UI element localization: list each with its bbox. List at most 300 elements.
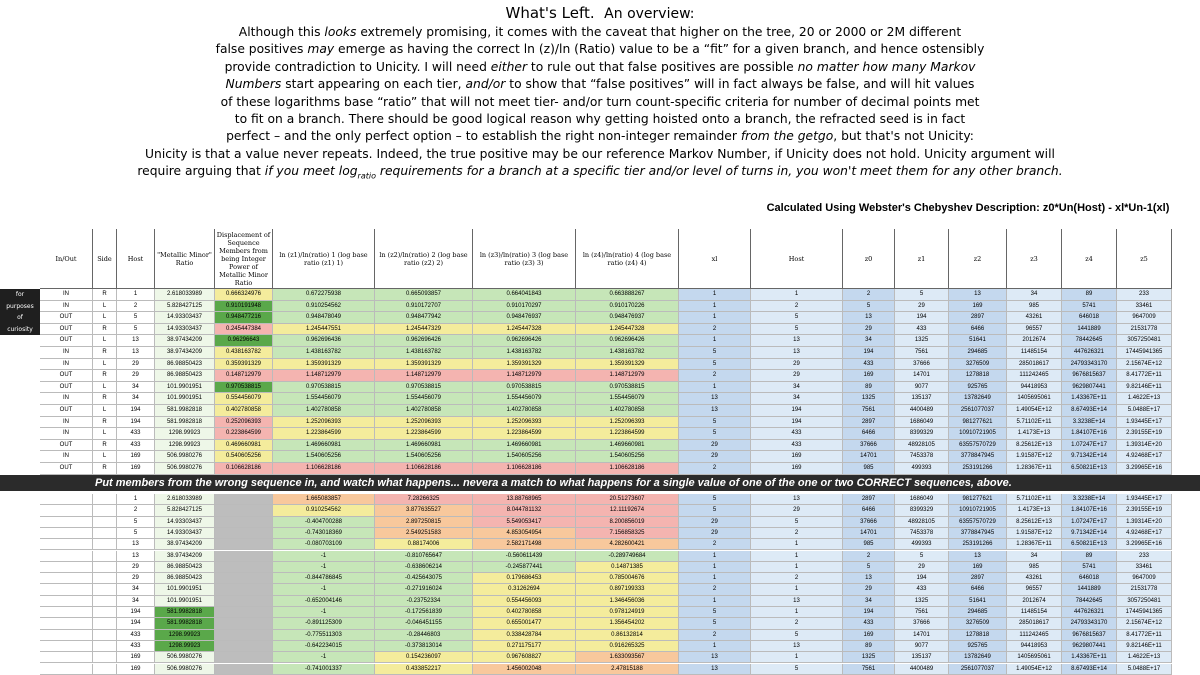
table-cell: 1.540605256	[273, 451, 375, 463]
table-cell: 433	[895, 324, 949, 336]
table-cell: 5.71102E+11	[1007, 494, 1062, 505]
table-cell: -0.046451155	[375, 618, 473, 629]
table-cell: 34	[843, 335, 895, 347]
table-cell: 1.91587E+12	[1007, 451, 1062, 463]
table-cell: 13	[117, 347, 155, 359]
table-cell: 0.910254562	[273, 505, 375, 516]
table-cell: 1.633093567	[576, 652, 679, 663]
table-cell: 14.93303437	[155, 312, 215, 324]
table-cell: 1.252096393	[473, 417, 576, 429]
table-cell: 1298.99923	[155, 641, 215, 652]
table-cell: 12.11192674	[576, 505, 679, 516]
table-row	[0, 382, 1200, 394]
table-cell: 10910721905	[949, 505, 1007, 516]
table-cell	[40, 505, 93, 516]
table-cell: IN	[40, 301, 93, 313]
table-cell	[215, 517, 273, 528]
table-cell: 14.93303437	[155, 324, 215, 336]
table-cell: 1441889	[1062, 584, 1117, 595]
table-cell: 0.655001477	[473, 618, 576, 629]
table-cell: 13	[843, 312, 895, 324]
table-row	[0, 562, 1200, 573]
table-cell: 0.433852217	[375, 664, 473, 675]
table-row	[0, 463, 1200, 475]
table-cell: 194	[751, 405, 843, 417]
table-cell	[40, 517, 93, 528]
table-cell: 1.438163782	[273, 347, 375, 359]
table-cell: 0.402780858	[473, 607, 576, 618]
paragraph-segment: false positives	[215, 42, 308, 57]
table-cell: L	[93, 405, 117, 417]
table-cell: 1.402780858	[576, 405, 679, 417]
table-cell: 1.91587E+12	[1007, 528, 1062, 539]
table-cell: 3057250481	[1117, 596, 1172, 607]
table-cell: 29	[679, 451, 751, 463]
table-cell	[93, 505, 117, 516]
table-cell: -0.844786845	[273, 573, 375, 584]
table-cell: 1.359391329	[273, 359, 375, 371]
table-cell: 135137	[895, 393, 949, 405]
table-cell: 37666	[895, 618, 949, 629]
table-cell: 5	[843, 562, 895, 573]
table-cell: 1.148712979	[273, 370, 375, 382]
table-cell: 5	[117, 312, 155, 324]
table-cell: 169	[751, 451, 843, 463]
table-cell: 29	[751, 505, 843, 516]
table-cell: 5.549053417	[473, 517, 576, 528]
table-cell: -0.245877441	[473, 562, 576, 573]
table-cell: 7453378	[895, 451, 949, 463]
table-cell: 21531778	[1117, 324, 1172, 336]
header-cell: z0	[843, 229, 895, 289]
table-cell: 985	[1007, 301, 1062, 313]
table-cell: 34	[843, 596, 895, 607]
paragraph-segment: to fit on a branch. There should be good logical reason why getting hoisted onto a branch, the refracted seed is in fact	[234, 112, 966, 127]
table-cell: 1	[679, 382, 751, 394]
table-cell: 13	[751, 641, 843, 652]
table-cell: 3778847945	[949, 451, 1007, 463]
header-cell: Host	[751, 229, 843, 289]
table-cell	[93, 607, 117, 618]
table-cell: 24793343170	[1062, 618, 1117, 629]
table-cell: 1.402780858	[473, 405, 576, 417]
table-cell: 0.469660981	[215, 440, 273, 452]
table-cell: 13	[117, 551, 155, 562]
table-cell: 285018617	[1007, 618, 1062, 629]
table-cell: 433	[895, 584, 949, 595]
table-cell: 43261	[1007, 573, 1062, 584]
header-cell: z5	[1117, 229, 1172, 289]
table-cell: -0.810765647	[375, 551, 473, 562]
table-cell: 0.970538815	[273, 382, 375, 394]
calculation-title: Calculated Using Webster's Chebyshev Description: z0*Un(Host) - xl*Un-1(xl)	[766, 202, 1170, 214]
table-cell: 2.618033989	[155, 289, 215, 301]
table-cell: 34	[117, 382, 155, 394]
table-cell: 1298.99923	[155, 440, 215, 452]
table-cell: 1.252096393	[273, 417, 375, 429]
table-cell: 78442645	[1062, 335, 1117, 347]
table-cell: 0.96296643	[215, 335, 273, 347]
table-cell: 1.456002048	[473, 664, 576, 675]
table-cell: 5	[843, 301, 895, 313]
table-cell: 1.554456079	[375, 393, 473, 405]
table-cell: 2897	[949, 573, 1007, 584]
table-cell: R	[93, 289, 117, 301]
curiosity-side-panel	[0, 289, 40, 335]
table-cell: 1278818	[949, 630, 1007, 641]
table-cell: 51641	[949, 335, 1007, 347]
table-cell: 1686049	[895, 494, 949, 505]
table-cell: 1.49054E+12	[1007, 405, 1062, 417]
table-cell: 9647009	[1117, 573, 1172, 584]
table-cell: 5741	[1062, 301, 1117, 313]
table-cell: 2.39155E+19	[1117, 428, 1172, 440]
table-cell: 1.106628186	[375, 463, 473, 475]
table-cell	[93, 539, 117, 550]
table-cell: 9077	[895, 382, 949, 394]
table-cell: 2897	[949, 312, 1007, 324]
table-cell: 0.663888267	[576, 289, 679, 301]
table-cell: 2561077037	[949, 664, 1007, 675]
table-cell: 89	[843, 382, 895, 394]
table-cell: 1.223864599	[273, 428, 375, 440]
table-cell: R	[93, 463, 117, 475]
table-cell: 2	[117, 301, 155, 313]
table-cell: 1.438163782	[576, 347, 679, 359]
side-label: curiosity	[7, 325, 33, 333]
table-cell: 1	[679, 301, 751, 313]
table-cell: 0.970538815	[473, 382, 576, 394]
table-row	[0, 289, 1200, 301]
table-cell: 581.9982818	[155, 618, 215, 629]
table-cell: 1	[117, 289, 155, 301]
table-cell: 169	[117, 463, 155, 475]
table-cell: 13	[679, 652, 751, 663]
paragraph-segment: to rule out that false positives are possible	[527, 59, 798, 74]
table-cell: 29	[843, 324, 895, 336]
table-cell: 37666	[895, 359, 949, 371]
table-cell: 5	[117, 324, 155, 336]
table-cell: R	[93, 440, 117, 452]
table-cell: 1.469660981	[273, 440, 375, 452]
table-cell: 2	[117, 505, 155, 516]
table-cell: 89	[843, 641, 895, 652]
table-cell: 4400489	[895, 405, 949, 417]
table-cell: 0.916265325	[576, 641, 679, 652]
table-cell: 2.47815188	[576, 664, 679, 675]
table-cell: 51641	[949, 596, 1007, 607]
table-cell	[93, 517, 117, 528]
paragraph-segment: either	[490, 59, 528, 74]
table-cell: 20.51273607	[576, 494, 679, 505]
table-cell: 506.9980276	[155, 463, 215, 475]
table-cell	[40, 641, 93, 652]
table-cell: 433	[117, 440, 155, 452]
table-cell: 0.31262694	[473, 584, 576, 595]
paragraph-segment: may	[307, 42, 335, 57]
table-cell: -1	[273, 652, 375, 663]
table-cell: 499393	[895, 463, 949, 475]
table-cell: 5	[751, 312, 843, 324]
table-cell: 2.15674E+12	[1117, 359, 1172, 371]
table-cell: 1	[679, 596, 751, 607]
table-cell: IN	[40, 451, 93, 463]
table-cell: 0.970538815	[576, 382, 679, 394]
table-cell: 2	[679, 463, 751, 475]
table-cell: 6466	[843, 505, 895, 516]
title-main: What's Left.	[505, 4, 595, 22]
table-cell: 13782649	[949, 393, 1007, 405]
table-cell: 0.106628186	[215, 463, 273, 475]
table-cell	[215, 528, 273, 539]
table-cell: 89	[1062, 289, 1117, 301]
table-cell: 1.469660981	[473, 440, 576, 452]
table-cell: 294685	[949, 347, 1007, 359]
table-cell: 2	[679, 370, 751, 382]
table-cell: 14.93303437	[155, 517, 215, 528]
table-cell	[93, 618, 117, 629]
table-cell: 7.28266325	[375, 494, 473, 505]
table-cell: 63557570729	[949, 517, 1007, 528]
table-cell: OUT	[40, 463, 93, 475]
table-cell: 1686049	[895, 417, 949, 429]
table-cell: 2.582171498	[473, 539, 576, 550]
table-cell: -0.080703109	[273, 539, 375, 550]
header-cell: Displacement of Sequence Members from being Integer Power of Metallic Minor Ratio	[215, 229, 273, 289]
table-cell: 14.93303437	[155, 528, 215, 539]
table-cell: 0.672275938	[273, 289, 375, 301]
table-cell: 985	[843, 539, 895, 550]
table-cell: OUT	[40, 324, 93, 336]
table-cell: -1	[273, 562, 375, 573]
table-cell: L	[93, 428, 117, 440]
table-cell	[93, 584, 117, 595]
table-cell: 101.9901951	[155, 393, 215, 405]
table-cell: 29	[843, 584, 895, 595]
table-cell: 5	[679, 607, 751, 618]
table-cell: 1325	[843, 393, 895, 405]
table-cell: 29	[751, 370, 843, 382]
paragraph-segment: provide contradiction to Unicity. I will need	[224, 59, 491, 74]
table-cell: 2	[679, 584, 751, 595]
table-cell: 0.540605256	[215, 451, 273, 463]
table-cell: 6.50821E+13	[1062, 539, 1117, 550]
table-cell: 499393	[895, 539, 949, 550]
table-cell: 0.359391329	[215, 359, 273, 371]
table-cell: 14701	[895, 370, 949, 382]
table-cell: 985	[843, 463, 895, 475]
table-cell: 3.3238E+14	[1062, 494, 1117, 505]
table-row	[0, 539, 1200, 550]
table-cell: 0.554456079	[215, 393, 273, 405]
table-cell: 1.554456079	[576, 393, 679, 405]
table-cell: 13	[117, 539, 155, 550]
table-row	[0, 664, 1200, 675]
table-cell: 86.98850423	[155, 562, 215, 573]
table-cell: 9629807441	[1062, 382, 1117, 394]
table-cell: 1.43367E+11	[1062, 652, 1117, 663]
table-cell: 1.49054E+12	[1007, 664, 1062, 675]
table-cell: 1.39314E+20	[1117, 440, 1172, 452]
table-cell: OUT	[40, 312, 93, 324]
table-cell: 11485154	[1007, 607, 1062, 618]
table-cell: 1.84107E+16	[1062, 505, 1117, 516]
table-cell: 194	[117, 607, 155, 618]
table-cell: -1	[273, 551, 375, 562]
paragraph-segment: if you meet log	[264, 164, 358, 179]
table-cell: 9676815637	[1062, 630, 1117, 641]
table-cell: 86.98850423	[155, 370, 215, 382]
header-cell: xl	[679, 229, 751, 289]
table-cell: 1.346456036	[576, 596, 679, 607]
table-cell: L	[93, 382, 117, 394]
table-cell: -0.741001337	[273, 664, 375, 675]
table-cell: 1.223864599	[375, 428, 473, 440]
header-cell: z1	[895, 229, 949, 289]
table-cell: -0.289749684	[576, 551, 679, 562]
table-cell: 2897	[843, 494, 895, 505]
table-cell: 0.970538815	[375, 382, 473, 394]
paragraph-segment: start appearing on each tier,	[281, 77, 466, 92]
page-title	[0, 4, 1200, 23]
table-cell: 29	[679, 517, 751, 528]
table-cell: OUT	[40, 382, 93, 394]
table-row	[0, 652, 1200, 663]
table-cell: 101.9901951	[155, 584, 215, 595]
paragraph-segment: Unicity is that a value never repeats. Indeed, the true positive may be our reference Markov Number, if Unicity does not hold. Unicity argument will	[145, 146, 1055, 161]
header-cell: ln (z4)/ln(ratio) 4 (log base ratio (z4) 4)	[576, 229, 679, 289]
table-cell: 2.897250815	[375, 517, 473, 528]
table-cell: L	[93, 335, 117, 347]
table-cell: 0.910170226	[576, 301, 679, 313]
table-cell: 8.25612E+13	[1007, 440, 1062, 452]
table-row	[0, 417, 1200, 429]
table-cell: 581.9982818	[155, 405, 215, 417]
overview-paragraph	[60, 24, 1140, 185]
table-cell	[215, 641, 273, 652]
table-cell: 1.245447551	[273, 324, 375, 336]
table-cell: 94418953	[1007, 641, 1062, 652]
table-cell: 194	[117, 405, 155, 417]
table-cell: IN	[40, 417, 93, 429]
table-cell: 0.271175177	[473, 641, 576, 652]
table-cell: 34	[117, 393, 155, 405]
table-cell: 1	[751, 562, 843, 573]
table-cell: 111242465	[1007, 370, 1062, 382]
table-cell: 9077	[895, 641, 949, 652]
table-cell: 17445941365	[1117, 347, 1172, 359]
table-cell: 48928105	[895, 517, 949, 528]
table-cell: 0.245447384	[215, 324, 273, 336]
table-cell: 0.86132814	[576, 630, 679, 641]
table-cell: IN	[40, 393, 93, 405]
table-cell: 1.07247E+17	[1062, 517, 1117, 528]
table-cell: 11485154	[1007, 347, 1062, 359]
table-cell: 1.4622E+13	[1117, 393, 1172, 405]
table-cell: 13.88768965	[473, 494, 576, 505]
table-cell: 1298.99923	[155, 428, 215, 440]
table-cell: 1.148712979	[473, 370, 576, 382]
table-cell: 2012674	[1007, 335, 1062, 347]
paragraph-segment: to show that “false positives” will in fact always be false, and will hit values	[505, 77, 975, 92]
table-cell: 5	[895, 551, 949, 562]
table-cell: 3057250481	[1117, 335, 1172, 347]
table-cell: 6466	[949, 584, 1007, 595]
table-cell: 1298.99923	[155, 630, 215, 641]
table-cell: 2	[679, 630, 751, 641]
table-cell: 5	[679, 347, 751, 359]
table-cell: 1.106628186	[473, 463, 576, 475]
table-cell: OUT	[40, 405, 93, 417]
table-cell: 3.29965E+16	[1117, 539, 1172, 550]
table-cell: 1.106628186	[273, 463, 375, 475]
table-cell: 1	[751, 551, 843, 562]
table-cell: 169	[751, 463, 843, 475]
paragraph-segment: looks	[324, 25, 357, 39]
table-cell: 4.282600421	[576, 539, 679, 550]
table-cell	[40, 562, 93, 573]
table-cell: 433	[117, 630, 155, 641]
table-cell: 1	[679, 551, 751, 562]
table-cell: 29	[117, 562, 155, 573]
table-cell: 17445941365	[1117, 607, 1172, 618]
table-cell: 86.98850423	[155, 573, 215, 584]
table-cell: 253191266	[949, 539, 1007, 550]
table-cell: 0.948478049	[273, 312, 375, 324]
table-cell: 1.359391329	[576, 359, 679, 371]
table-cell: 447626321	[1062, 347, 1117, 359]
table-cell: 37666	[843, 517, 895, 528]
table-row	[0, 551, 1200, 562]
paragraph-segment: , but that's not Unicity:	[833, 129, 974, 144]
paragraph-segment: extremely promising, it comes with the caveat that higher on the tree, 20 or 2000 or 2M different	[356, 25, 962, 39]
table-cell: 433	[843, 359, 895, 371]
table-row	[0, 324, 1200, 336]
table-cell: 0.948477942	[375, 312, 473, 324]
table-cell: 9629807441	[1062, 641, 1117, 652]
table-cell: 253191266	[949, 463, 1007, 475]
table-cell	[93, 494, 117, 505]
table-cell: 506.9980276	[155, 652, 215, 663]
table-cell: 0.897199333	[576, 584, 679, 595]
table-cell: 0.148712979	[215, 370, 273, 382]
table-cell: -0.425643075	[375, 573, 473, 584]
table-cell	[93, 652, 117, 663]
table-cell: 294685	[949, 607, 1007, 618]
table-cell: 4.92468E+17	[1117, 451, 1172, 463]
table-cell: 10910721905	[949, 428, 1007, 440]
table-cell: 1325	[895, 596, 949, 607]
table-row	[0, 528, 1200, 539]
table-cell: 48928105	[895, 440, 949, 452]
table-cell: 24793343170	[1062, 359, 1117, 371]
header-cell: z3	[1007, 229, 1062, 289]
table-cell	[215, 505, 273, 516]
table-cell: 5741	[1062, 562, 1117, 573]
table-cell	[93, 528, 117, 539]
table-cell: 2897	[843, 417, 895, 429]
table-cell: 5	[117, 517, 155, 528]
table-cell: 13	[843, 573, 895, 584]
table-cell: 0.967608827	[473, 652, 576, 663]
paragraph-segment: no matter how many Markov	[797, 59, 976, 74]
table-cell	[215, 562, 273, 573]
table-cell	[40, 584, 93, 595]
table-cell: 34	[1007, 289, 1062, 301]
table-row	[0, 393, 1200, 405]
header-row	[0, 229, 1200, 289]
table-cell: 1.28367E+11	[1007, 463, 1062, 475]
